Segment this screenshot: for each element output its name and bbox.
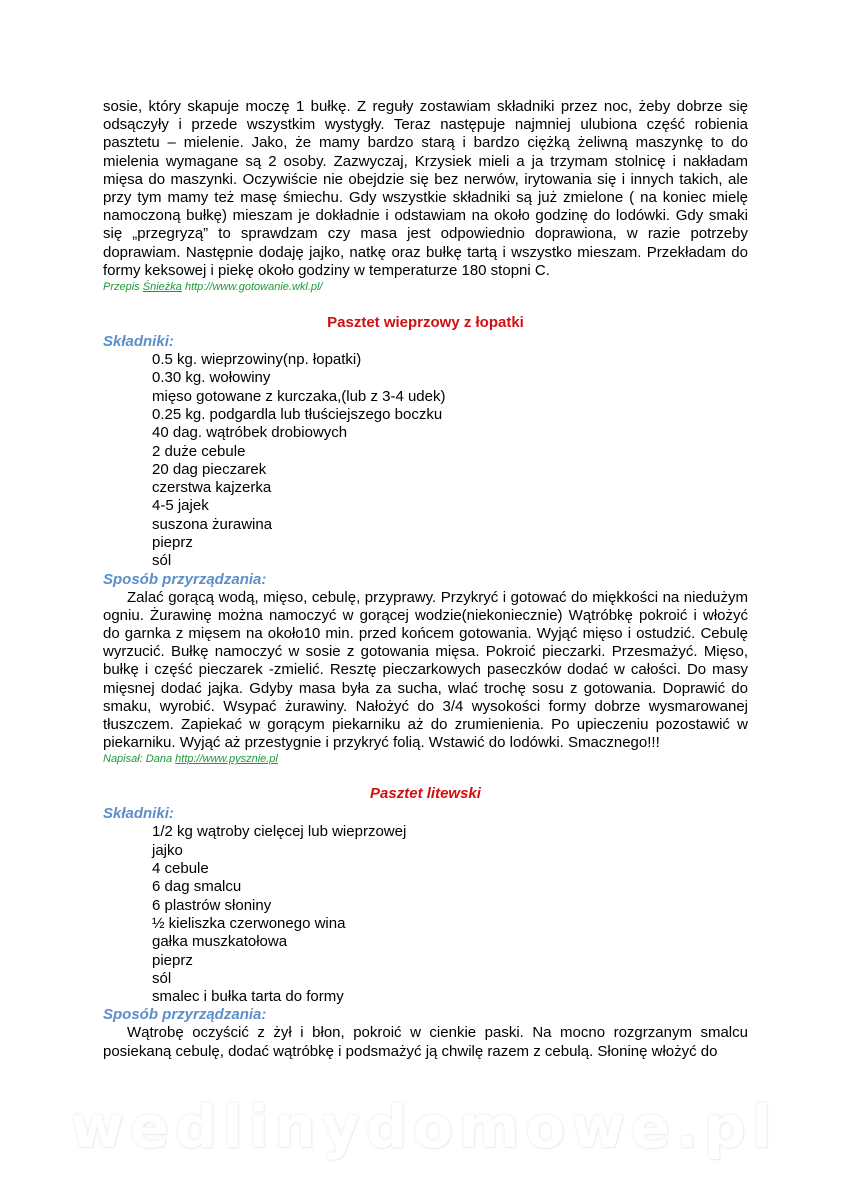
list-item: 0.5 kg. wieprzowiny(np. łopatki): [152, 351, 362, 369]
list-item: sól: [152, 969, 172, 987]
source-link[interactable]: http://www.pysznie.pl: [175, 753, 278, 766]
list-item: pieprz: [152, 951, 193, 969]
recipe2-method: Wątrobę oczyścić z żył i błon, pokroić w cienkie paski. Na mocno rozgrzanym smalcu posiekaną cebulę, dodać wątróbkę i podsmażyć ją chwilę razem z cebulą. Słoninę włożyć do: [103, 1024, 748, 1060]
document-page: [103, 98, 748, 1061]
list-item: mięso gotowane z kurczaka,(lub z 3-4 udek): [152, 387, 446, 405]
recipe1-method-label: Sposób przyrządzania:: [103, 570, 267, 588]
intro-paragraph: sosie, który skapuje moczę 1 bułkę. Z reguły zostawiam składniki przez noc, żeby dobrze się odsączyły i przede wszystkim wystygły. Teraz następuje najmniej ulubiona część robienia pasztetu – mielenie. Jako, że mamy bardzo starą i bardzo ciężką żeliwną maszynkę to do mielenia wymagane są 2 osoby. Zazwyczaj, Krzysiek mieli a ja trzymam stolnicę i nakładam mięsa do maszynki. Oczywiście nie obejdzie się bez nerwów, irytowania się i innych takich, ale przy tym mamy też masę śmiechu. Gdy wszystkie składniki są już zmielone ( na koniec mielę namoczoną bułkę) mieszam je dokładnie i odstawiam na około godzinę do lodówki. Gdy smaki się „przegryzą” to sprawdzam czy masa jest odpowiednio doprawiona, w razie potrzeby doprawiam. Następnie dodaję jajko, natkę oraz bułkę tartą i wszystko mieszam. Przekładam do formy keksowej i piekę około godziny w temperaturze 180 stopni C.: [103, 98, 748, 279]
list-item: 40 dag. wątróbek drobiowych: [152, 424, 348, 442]
list-item: 20 dag pieczarek: [152, 460, 267, 478]
list-item: ½ kieliszka czerwonego wina: [152, 914, 346, 932]
list-item: 2 duże cebule: [152, 442, 246, 460]
watermark: wedlinydomowe.pl: [70, 1093, 778, 1161]
recipe1-ingredients-label: Składniki:: [103, 333, 174, 351]
recipe1-method: Zalać gorącą wodą, mięso, cebulę, przyprawy. Przykryć i gotować do miękkości na niedużym ogniu. Żurawinę można namoczyć w gorącej wodzie(niekoniecznie) Wątróbkę pokroić i włożyć do garnka z mięsem na około10 min. przed końcem gotowania. Wyjąć mięso i ostudzić. Cebulę wyrzucić. Bułkę namoczyć w sosie z gotowania mięsa. Pokroić pieczarki. Przesmażyć. Mięso, bułkę i część pieczarek -zmielić. Resztę pieczarkowych paseczków dodać w całości. Do masy mięsnej dodać jajka. Gdyby masa była za sucha, wlać trochę sosu z gotowania. Doprawić do smaku, wyrobić. Wsypać żurawiny. Nałożyć do 3/4 wysokości formy dobrze wysmarowanej tłuszczem. Zapiekać w gorącym piekarniku aż do zrumienienia. Po upieczeniu pozostawić w piekarniku. Wyjąć aż przestygnie i przykryć folią. Wstawić do lodówki. Smacznego!!!: [103, 588, 748, 752]
list-item: 6 dag smalcu: [152, 878, 242, 896]
list-item: 4-5 jajek: [152, 497, 209, 515]
source-author: Śnieżka: [142, 281, 182, 294]
recipe1-title: Pasztet wieprzowy z łopatki: [327, 314, 524, 332]
list-item: 1/2 kg wątroby cielęcej lub wieprzowej: [152, 823, 407, 841]
intro-source: Przepis Śnieżka http://www.gotowanie.wkl.pl/: [103, 281, 323, 294]
list-item: pieprz: [152, 534, 193, 551]
list-item: gałka muszkatołowa: [152, 933, 288, 951]
list-item: smalec i bułka tarta do formy: [152, 988, 344, 1006]
list-item: 0.25 kg. podgardla lub tłuściejszego boczku: [152, 405, 443, 423]
list-item: suszona żurawina: [152, 515, 273, 533]
recipe2-ingredients-label: Składniki:: [103, 805, 174, 823]
list-item: czerstwa kajzerka: [152, 479, 272, 497]
source-url[interactable]: http://www.gotowanie.wkl.pl/: [181, 281, 323, 294]
list-item: 4 cebule: [152, 860, 209, 878]
recipe1-ingredients-list: [103, 351, 748, 571]
list-item: jajko: [152, 841, 183, 859]
list-item: 0.30 kg. wołowiny: [152, 369, 271, 387]
recipe2-ingredients-list: [103, 823, 748, 1006]
recipe2-title: Pasztet litewski: [370, 785, 481, 803]
recipe1-source: Napisał: Dana http://www.pysznie.pl: [103, 753, 278, 766]
list-item: 6 plastrów słoniny: [152, 896, 272, 914]
recipe2-method-label: Sposób przyrządzania:: [103, 1006, 267, 1024]
list-item: sól: [152, 552, 172, 570]
